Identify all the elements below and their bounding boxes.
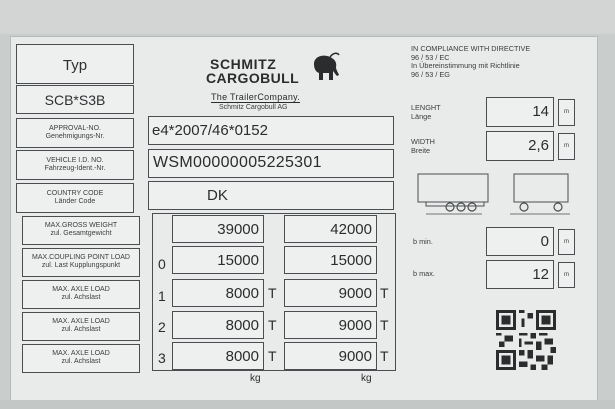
brand-tagline: The TrailerCompany. [211, 92, 301, 102]
elephant-icon [308, 50, 342, 84]
qr-code [496, 310, 556, 370]
gross-weight-label-box [22, 216, 140, 245]
coupling-row-number: 0 [158, 256, 166, 272]
b-min-value: 0 [540, 233, 549, 250]
axle3-row-number: 3 [158, 350, 166, 366]
vin-label: VEHICLE I.D. NO. Fahrzeug-Ident.-Nr. [44, 157, 106, 172]
axle2-load-col2: 9000 [338, 317, 372, 334]
brand-logo [206, 56, 338, 88]
directive-line3: In Übereinstimmung mit Richtlinie [411, 61, 520, 70]
typ-value-box [16, 85, 134, 114]
directive-line2: 96 / 53 / EC [411, 52, 450, 62]
coupling-load-col1: 15000 [217, 252, 259, 269]
axle1-load-label-box [22, 280, 140, 309]
b-min-label: b min. [413, 237, 433, 246]
axle3-load-label: MAX. AXLE LOAD zul. Achslast [52, 350, 110, 365]
b-min-value-box [486, 227, 554, 256]
length-unit-box [558, 99, 575, 126]
width-value: 2,6 [528, 137, 549, 154]
vin-value-box [148, 149, 394, 178]
country-label-box [16, 183, 134, 213]
brand-company: Schmitz Cargobull AG [219, 104, 288, 111]
axle1-load-label: MAX. AXLE LOAD zul. Achslast [52, 286, 110, 301]
b-max-value: 12 [532, 266, 549, 283]
approval-label-box [16, 118, 134, 148]
country-label: COUNTRY CODE Länder Code [46, 190, 104, 205]
width-unit-box [558, 133, 575, 160]
typ-label: Typ [62, 57, 88, 74]
axle2-load-col2-box [284, 311, 377, 339]
axle3-col1-t: T [268, 348, 277, 364]
trailer-rear-diagram [508, 170, 572, 218]
axle1-row-number: 1 [158, 288, 166, 304]
axle1-load-col2-box [284, 279, 377, 307]
logo-line1: SCHMITZ [210, 56, 277, 72]
gross-weight-col2-box [284, 215, 377, 243]
gross-weight-label: MAX.GROSS WEIGHT zul. Gesamtgewicht [44, 222, 118, 237]
approval-label: APPROVAL-NO. Genehmigungs-Nr. [45, 125, 105, 140]
length-label: LENGHT Länge [411, 103, 441, 121]
gross-weight-col1-box [172, 215, 264, 243]
background-bottom [0, 400, 615, 409]
axle2-col2-t: T [380, 317, 389, 333]
axle3-col2-t: T [380, 348, 389, 364]
axle3-load-col2: 9000 [338, 348, 372, 365]
coupling-load-label-box [22, 248, 140, 277]
axle2-load-col1-box [172, 311, 264, 339]
axle2-col1-t: T [268, 317, 277, 333]
approval-value-box [148, 116, 394, 145]
axle2-row-number: 2 [158, 319, 166, 335]
axle3-load-col1-box [172, 342, 264, 370]
b-min-unit: m [564, 239, 569, 245]
width-value-box [486, 131, 554, 161]
b-min-unit-box [558, 229, 575, 255]
approval-value: e4*2007/46*0152 [152, 122, 268, 139]
axle3-load-col2-box [284, 342, 377, 370]
axle1-load-col1: 8000 [225, 285, 259, 302]
typ-label-box [16, 44, 134, 84]
coupling-load-col2: 15000 [330, 252, 372, 269]
axle2-load-label-box [22, 312, 140, 341]
country-value-box [148, 181, 394, 210]
coupling-load-col2-box [284, 246, 377, 274]
trailer-side-diagram [416, 170, 490, 218]
axle1-load-col1-box [172, 279, 264, 307]
b-max-unit-box [558, 262, 575, 288]
background-top [0, 0, 615, 34]
b-max-value-box [486, 260, 554, 289]
axle3-load-label-box [22, 344, 140, 373]
axle1-load-col2: 9000 [338, 285, 372, 302]
width-unit: m [564, 143, 569, 149]
axle2-load-col1: 8000 [225, 317, 259, 334]
vin-label-box [16, 150, 134, 180]
axle1-col2-t: T [380, 285, 389, 301]
coupling-load-label: MAX.COUPLING POINT LOAD zul. Last Kupplungspunkt [32, 254, 130, 269]
b-max-unit: m [564, 272, 569, 278]
axle3-load-col1: 8000 [225, 348, 259, 365]
typ-value: SCB*S3B [44, 92, 106, 108]
b-max-label: b max. [413, 269, 435, 278]
axle2-load-label: MAX. AXLE LOAD zul. Achslast [52, 318, 110, 333]
gross-weight-col1: 39000 [217, 221, 259, 238]
directive-block [411, 45, 591, 79]
kg-unit-col2: kg [361, 373, 372, 384]
directive-line1: IN COMPLIANCE WITH DIRECTIVE [411, 44, 531, 53]
country-value: DK [207, 187, 228, 204]
directive-line4: 96 / 53 / EG [411, 69, 450, 79]
length-unit: m [564, 109, 569, 115]
length-value-box [486, 97, 554, 127]
logo-line2: CARGOBULL [206, 70, 300, 86]
axle1-col1-t: T [268, 285, 277, 301]
gross-weight-col2: 42000 [330, 221, 372, 238]
kg-unit-col1: kg [250, 373, 261, 384]
width-label: WIDTH Breite [411, 137, 435, 155]
length-value: 14 [532, 103, 549, 120]
vin-value: WSM00000005225301 [153, 154, 322, 171]
coupling-load-col1-box [172, 246, 264, 274]
